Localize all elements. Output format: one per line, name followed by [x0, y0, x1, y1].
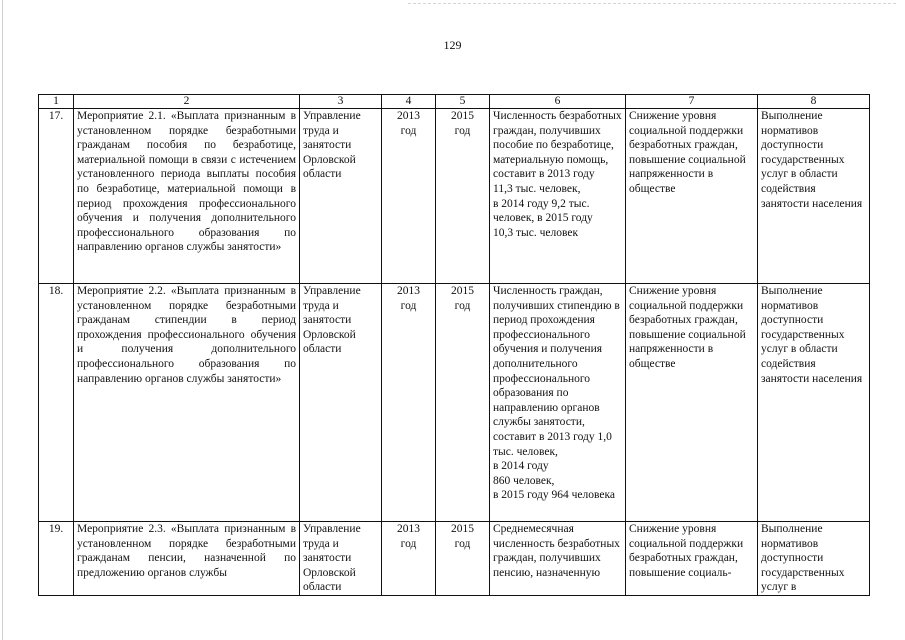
column-header-5: 5 — [436, 95, 490, 109]
consequence: Выполнение нормативов доступности государственных услуг в области содействия занятости населения — [758, 109, 870, 284]
measures-table — [38, 94, 870, 596]
scan-left-edge — [2, 0, 3, 640]
indicator: Численность безработных граждан, получивших пособие по безработице, материальную помощь, составит в 2013 году 11,3 тыс. человек, в 2014 году 9,2 тыс. человек, в 2015 году 10,3 тыс. человек — [490, 109, 626, 284]
end-year: 2015 год — [436, 522, 490, 596]
executor: Управление труда и занятости Орловской области — [300, 284, 382, 522]
start-year: 2013 год — [382, 109, 436, 284]
end-year: 2015 год — [436, 284, 490, 522]
column-header-6: 6 — [490, 95, 626, 109]
table-row — [39, 522, 870, 596]
column-header-3: 3 — [300, 95, 382, 109]
column-header-4: 4 — [382, 95, 436, 109]
executor: Управление труда и занятости Орловской области — [300, 109, 382, 284]
column-header-1: 1 — [39, 95, 74, 109]
expected-result: Снижение уровня социальной поддержки безработных граждан, повышение социаль- — [626, 522, 758, 596]
expected-result: Снижение уровня социальной поддержки безработных граждан, повышение социальной напряженности в обществе — [626, 284, 758, 522]
scan-top-rule — [408, 3, 896, 4]
start-year: 2013 год — [382, 284, 436, 522]
row-number: 19. — [39, 522, 74, 596]
row-number: 18. — [39, 284, 74, 522]
end-year: 2015 год — [436, 109, 490, 284]
page-number: 129 — [443, 38, 462, 52]
column-header-7: 7 — [626, 95, 758, 109]
column-number-row — [39, 95, 870, 109]
table-row — [39, 284, 870, 522]
indicator: Численность граждан, получивших стипендию в период прохождения профессионального обучения и получения дополнительного профессионального образования по направлению органов службы занятости, составит в 2013 году 1,0 тыс. человек, в 2014 году 860 человек, в 2015 году 964 человека — [490, 284, 626, 522]
indicator: Среднемесячная численность безработных граждан, получивших пенсию, назначенную — [490, 522, 626, 596]
event-name: Мероприятие 2.1. «Выплата признанным в установленном порядке безработными гражданам пособия по безработице, материальной помощи в связи с истечением установленного периода выплаты пособия по безработице, материальной помощи в период прохождения профессионального обучения и получения дополнительного профессионального образования по направлению органов службы занятости» — [74, 109, 300, 284]
executor: Управление труда и занятости Орловской области — [300, 522, 382, 596]
consequence: Выполнение нормативов доступности государственных услуг в — [758, 522, 870, 596]
event-name: Мероприятие 2.2. «Выплата признанным в установленном порядке безработными гражданам стипендии в период прохождения профессионального обучения и получения дополнительного профессионального образования по направлению органов службы занятости» — [74, 284, 300, 522]
column-header-2: 2 — [74, 95, 300, 109]
event-name: Мероприятие 2.3. «Выплата признанным в установленном порядке безработными гражданам пенсии, назначенной по предложению органов службы — [74, 522, 300, 596]
start-year: 2013 год — [382, 522, 436, 596]
row-number: 17. — [39, 109, 74, 284]
column-header-8: 8 — [758, 95, 870, 109]
expected-result: Снижение уровня социальной поддержки безработных граждан, повышение социальной напряженности в обществе — [626, 109, 758, 284]
table-row — [39, 109, 870, 284]
consequence: Выполнение нормативов доступности государственных услуг в области содействия занятости населения — [758, 284, 870, 522]
